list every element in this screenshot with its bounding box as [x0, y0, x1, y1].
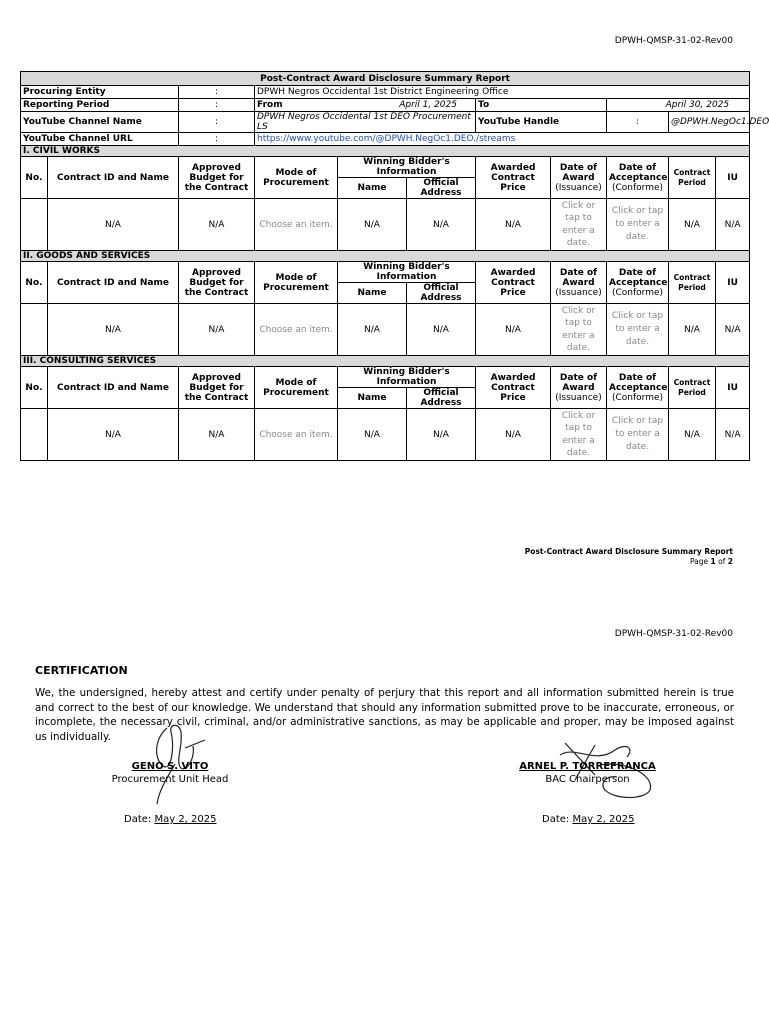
cell-bidder-name: N/A: [338, 199, 407, 251]
table-row: [21, 409, 750, 461]
header-acceptance-date: Date of Acceptance (Conforme): [607, 157, 669, 199]
certification-text: We, the undersigned, hereby attest and certify under penalty of perjury that this report and all information submitted herein is true and correct to the best of our knowledge. We understand that should any information submitted prove to be inaccurate, erroneous, or incomplete, the necessary civil, criminal, and/or administrative sanctions, as may be applicable and proper, may be imposed against us individually.: [35, 687, 734, 743]
header-bidder: Winning Bidder's Information: [338, 157, 476, 178]
header-mode: Mode of Procurement: [255, 157, 338, 199]
cell-period: N/A: [669, 199, 716, 251]
from-label: From: [257, 100, 283, 110]
header-acceptance-date: Date of Acceptance (Conforme): [607, 367, 669, 409]
cell-no: [21, 304, 48, 356]
procuring-entity-value: DPWH Negros Occidental 1st District Engineering Office: [255, 86, 750, 99]
colon: :: [607, 112, 669, 133]
cell-bidder-name: N/A: [338, 409, 407, 461]
cell-iu: N/A: [716, 409, 750, 461]
header-contract: Contract ID and Name: [48, 262, 179, 304]
certification-title: CERTIFICATION: [35, 664, 128, 677]
cell-budget: N/A: [179, 304, 255, 356]
mode-dropdown[interactable]: Choose an item.: [255, 304, 338, 356]
header-budget: Approved Budget for the Contract: [179, 262, 255, 304]
document-code: DPWH-QMSP-31-02-Rev00: [614, 36, 733, 46]
period-range: [255, 99, 476, 112]
signatory-title: Procurement Unit Head: [111, 774, 229, 785]
section-title: II. GOODS AND SERVICES: [21, 251, 750, 262]
cell-contract: N/A: [48, 409, 179, 461]
header-bidder-address: Official Address: [407, 178, 476, 199]
youtube-channel-url-label: YouTube Channel URL: [21, 133, 179, 146]
header-contract: Contract ID and Name: [48, 367, 179, 409]
signatory-left: [100, 760, 240, 786]
footer-title: Post-Contract Award Disclosure Summary Report: [524, 547, 733, 556]
award-date-picker[interactable]: Click or tap to enter a date.: [551, 409, 607, 461]
signatory-name: ARNEL P. TORREFRANCA: [519, 761, 656, 772]
header-bidder-name: Name: [338, 178, 407, 199]
acceptance-date-picker[interactable]: Click or tap to enter a date.: [607, 199, 669, 251]
procuring-entity-label: Procuring Entity: [21, 86, 179, 99]
table-row: [21, 304, 750, 356]
cell-bidder-address: N/A: [407, 409, 476, 461]
award-date-picker[interactable]: Click or tap to enter a date.: [551, 304, 607, 356]
to-date: April 30, 2025: [607, 99, 750, 112]
header-no: No.: [21, 157, 48, 199]
cell-no: [21, 409, 48, 461]
disclosure-report-table: [20, 71, 769, 461]
header-no: No.: [21, 367, 48, 409]
date-left: Date: May 2, 2025: [124, 814, 217, 825]
cell-period: N/A: [669, 409, 716, 461]
from-date: April 1, 2025: [399, 100, 457, 110]
page-number: Page 1 of 2: [689, 557, 733, 566]
section-civil-works: [21, 146, 750, 251]
mode-dropdown[interactable]: Choose an item.: [255, 199, 338, 251]
header-mode: Mode of Procurement: [255, 367, 338, 409]
header-bidder-name: Name: [338, 388, 407, 409]
youtube-channel-name-label: YouTube Channel Name: [21, 112, 179, 133]
report-title: Post-Contract Award Disclosure Summary Report: [21, 72, 750, 86]
cell-price: N/A: [476, 304, 551, 356]
section-goods-services: [21, 251, 750, 356]
youtube-handle-label: YouTube Handle: [476, 112, 607, 133]
header-award-date: Date of Award (Issuance): [551, 262, 607, 304]
date-right: Date: May 2, 2025: [542, 814, 635, 825]
header-award-date: Date of Award (Issuance): [551, 367, 607, 409]
header-bidder-address: Official Address: [407, 283, 476, 304]
cell-iu: N/A: [716, 304, 750, 356]
signatory-name: GENO S. VITO: [131, 761, 209, 772]
header-bidder-name: Name: [338, 283, 407, 304]
header-iu: IU: [716, 157, 750, 199]
header-price: Awarded Contract Price: [476, 262, 551, 304]
header-iu: IU: [716, 262, 750, 304]
header-contract: Contract ID and Name: [48, 157, 179, 199]
header-bidder: Winning Bidder's Information: [338, 367, 476, 388]
header-acceptance-date: Date of Acceptance (Conforme): [607, 262, 669, 304]
acceptance-date-picker[interactable]: Click or tap to enter a date.: [607, 409, 669, 461]
cell-contract: N/A: [48, 199, 179, 251]
table-row: [21, 199, 750, 251]
to-label: To: [476, 99, 607, 112]
header-bidder-address: Official Address: [407, 388, 476, 409]
header-contract-period: Contract Period: [669, 367, 716, 409]
header-mode: Mode of Procurement: [255, 262, 338, 304]
header-budget: Approved Budget for the Contract: [179, 367, 255, 409]
header-budget: Approved Budget for the Contract: [179, 157, 255, 199]
cell-price: N/A: [476, 409, 551, 461]
header-no: No.: [21, 262, 48, 304]
page-footer: [525, 547, 733, 567]
cell-iu: N/A: [716, 199, 750, 251]
section-consulting-services: [21, 356, 750, 461]
acceptance-date-picker[interactable]: Click or tap to enter a date.: [607, 304, 669, 356]
youtube-channel-name-value: DPWH Negros Occidental 1st DEO Procurement LS: [255, 112, 476, 133]
document-code: DPWH-QMSP-31-02-Rev00: [614, 629, 733, 639]
cell-bidder-name: N/A: [338, 304, 407, 356]
header-contract-period: Contract Period: [669, 157, 716, 199]
colon: :: [179, 86, 255, 99]
section-title: III. CONSULTING SERVICES: [21, 356, 750, 367]
award-date-picker[interactable]: Click or tap to enter a date.: [551, 199, 607, 251]
header-bidder: Winning Bidder's Information: [338, 262, 476, 283]
colon: :: [179, 133, 255, 146]
mode-dropdown[interactable]: Choose an item.: [255, 409, 338, 461]
header-award-date: Date of Award (Issuance): [551, 157, 607, 199]
header-iu: IU: [716, 367, 750, 409]
header-price: Awarded Contract Price: [476, 157, 551, 199]
header-contract-period: Contract Period: [669, 262, 716, 304]
signatory-title: BAC Chairperson: [545, 774, 630, 785]
cell-contract: N/A: [48, 304, 179, 356]
youtube-channel-url-link[interactable]: https://www.youtube.com/@DPWH.NegOc1.DEO./streams: [255, 133, 750, 146]
signatory-right: [510, 760, 665, 786]
youtube-handle-value: @DPWH.NegOc1.DEO: [669, 112, 750, 133]
cell-bidder-address: N/A: [407, 199, 476, 251]
reporting-period-label: Reporting Period: [21, 99, 179, 112]
colon: :: [179, 112, 255, 133]
cell-period: N/A: [669, 304, 716, 356]
cell-bidder-address: N/A: [407, 304, 476, 356]
cell-budget: N/A: [179, 199, 255, 251]
colon: :: [179, 99, 255, 112]
cell-price: N/A: [476, 199, 551, 251]
cell-no: [21, 199, 48, 251]
section-title: I. CIVIL WORKS: [21, 146, 750, 157]
header-price: Awarded Contract Price: [476, 367, 551, 409]
cell-budget: N/A: [179, 409, 255, 461]
